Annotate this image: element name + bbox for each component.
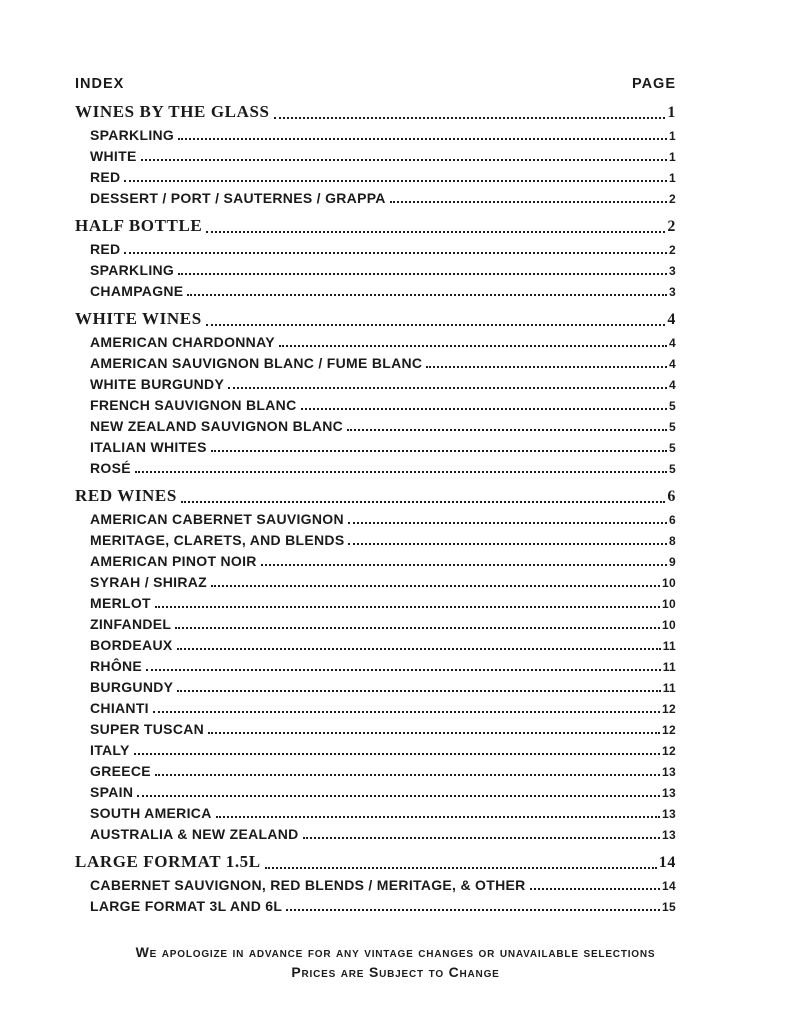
toc-item-page-number: 1 xyxy=(669,150,676,165)
toc-item-page-number: 13 xyxy=(662,786,676,801)
footer-vintage-disclaimer: We apologize in advance for any vintage changes or unavailable selections xyxy=(135,944,656,960)
toc-item-label: MERLOT xyxy=(90,594,151,611)
dotted-leader xyxy=(178,138,667,140)
toc-section xyxy=(75,850,676,914)
toc-item xyxy=(75,164,676,185)
toc-item-page-number: 9 xyxy=(669,555,676,570)
dotted-leader xyxy=(141,159,667,161)
toc-item-page-number: 6 xyxy=(669,513,676,528)
dotted-leader xyxy=(274,117,666,119)
toc-item xyxy=(75,590,676,611)
toc-item-label: ITALY xyxy=(90,741,130,758)
dotted-leader xyxy=(279,345,667,347)
toc-section-title-page-number: 1 xyxy=(667,104,676,122)
dotted-leader xyxy=(137,795,660,797)
dotted-leader xyxy=(153,711,660,713)
dotted-leader xyxy=(216,816,660,818)
toc-section-title-label: WHITE WINES xyxy=(75,309,202,329)
toc-item-page-number: 5 xyxy=(669,420,676,435)
toc-item xyxy=(75,257,676,278)
dotted-leader xyxy=(187,294,667,296)
toc-item xyxy=(75,548,676,569)
toc-section xyxy=(75,100,676,206)
toc-item-page-number: 11 xyxy=(662,681,676,696)
toc-item-page-number: 13 xyxy=(662,807,676,822)
toc-item-label: BORDEAUX xyxy=(90,636,173,653)
toc-item-label: RED xyxy=(90,168,121,185)
toc-item-page-number: 12 xyxy=(662,723,676,738)
dotted-leader xyxy=(228,387,667,389)
toc-item-label: SUPER TUSCAN xyxy=(90,720,205,737)
toc-item-label: DESSERT / PORT / SAUTERNES / GRAPPA xyxy=(90,189,386,206)
dotted-leader xyxy=(301,408,668,410)
toc-section xyxy=(75,214,676,299)
toc-item-label: CHAMPAGNE xyxy=(90,282,184,299)
toc-item xyxy=(75,413,676,434)
toc-item-label: AMERICAN CABERNET SAUVIGNON xyxy=(90,510,344,527)
toc-item xyxy=(75,329,676,350)
toc-item xyxy=(75,527,676,548)
toc-item-page-number: 12 xyxy=(662,702,676,717)
toc-item xyxy=(75,143,676,164)
toc-item-label: AMERICAN SAUVIGNON BLANC / FUME BLANC xyxy=(90,354,423,371)
page-footer xyxy=(0,942,791,982)
toc-item xyxy=(75,632,676,653)
dotted-leader xyxy=(426,366,667,368)
toc-item-label: BURGUNDY xyxy=(90,678,174,695)
toc-item-label: GREECE xyxy=(90,762,151,779)
toc-item xyxy=(75,455,676,476)
toc-item-label: SPAIN xyxy=(90,783,134,800)
toc-item-page-number: 4 xyxy=(669,357,676,372)
dotted-leader xyxy=(286,909,660,911)
toc-item-page-number: 13 xyxy=(662,765,676,780)
dotted-leader xyxy=(347,429,667,431)
toc-item-page-number: 11 xyxy=(662,639,676,654)
toc-item-label: CABERNET SAUVIGNON, RED BLENDS / MERITAGE, & OTHER xyxy=(90,876,526,893)
toc-item xyxy=(75,737,676,758)
toc-item xyxy=(75,611,676,632)
toc-item xyxy=(75,122,676,143)
toc-item-page-number: 12 xyxy=(662,744,676,759)
toc-item-label: WHITE xyxy=(90,147,137,164)
toc-item-label: NEW ZEALAND SAUVIGNON BLANC xyxy=(90,417,344,434)
toc-item-label: RED xyxy=(90,240,121,257)
index-heading: INDEX xyxy=(75,76,125,92)
toc-item-page-number: 4 xyxy=(669,336,676,351)
toc-item xyxy=(75,758,676,779)
toc-item-page-number: 5 xyxy=(669,462,676,477)
toc-item xyxy=(75,506,676,527)
toc-section-title xyxy=(75,307,676,329)
dotted-leader xyxy=(155,774,660,776)
toc-item-page-number: 10 xyxy=(662,618,676,633)
toc-item-page-number: 3 xyxy=(669,285,676,300)
toc-item xyxy=(75,278,676,299)
toc-item xyxy=(75,779,676,800)
toc-item-page-number: 5 xyxy=(669,441,676,456)
toc-item-label: WHITE BURGUNDY xyxy=(90,375,225,392)
toc-item-label: ROSÉ xyxy=(90,459,131,476)
dotted-leader xyxy=(134,753,660,755)
dotted-leader xyxy=(211,585,660,587)
toc-item xyxy=(75,392,676,413)
dotted-leader xyxy=(135,471,667,473)
toc-item xyxy=(75,185,676,206)
toc-header xyxy=(75,76,676,92)
dotted-leader xyxy=(348,522,667,524)
toc-item xyxy=(75,716,676,737)
dotted-leader xyxy=(124,180,667,182)
toc-item-page-number: 11 xyxy=(662,660,676,675)
toc-section-title xyxy=(75,100,676,122)
toc-section-title-page-number: 4 xyxy=(667,311,676,329)
toc-section-title-label: WINES BY THE GLASS xyxy=(75,102,270,122)
toc-item-page-number: 3 xyxy=(669,264,676,279)
toc-item-label: LARGE FORMAT 3L AND 6L xyxy=(90,897,283,914)
dotted-leader xyxy=(303,837,660,839)
toc-item xyxy=(75,434,676,455)
toc-item-page-number: 10 xyxy=(662,576,676,591)
dotted-leader xyxy=(261,564,667,566)
toc-item-label: SYRAH / SHIRAZ xyxy=(90,573,207,590)
toc-item xyxy=(75,893,676,914)
toc-item xyxy=(75,695,676,716)
toc-item-label: MERITAGE, CLARETS, AND BLENDS xyxy=(90,531,345,548)
toc-item-page-number: 2 xyxy=(669,243,676,258)
toc-item-page-number: 10 xyxy=(662,597,676,612)
toc-item-page-number: 1 xyxy=(669,171,676,186)
toc-section-title xyxy=(75,850,676,872)
toc-item-label: AMERICAN CHARDONNAY xyxy=(90,333,275,350)
toc-section xyxy=(75,484,676,842)
toc-item-page-number: 1 xyxy=(669,129,676,144)
toc-item-label: AMERICAN PINOT NOIR xyxy=(90,552,257,569)
dotted-leader xyxy=(181,501,665,503)
dotted-leader xyxy=(211,450,667,452)
dotted-leader xyxy=(124,252,667,254)
dotted-leader xyxy=(155,606,660,608)
toc-item-label: SPARKLING xyxy=(90,126,175,143)
dotted-leader xyxy=(265,867,657,869)
toc-item-page-number: 15 xyxy=(662,900,676,915)
toc-section-title-page-number: 14 xyxy=(658,854,676,872)
toc xyxy=(75,100,676,914)
toc-section-title-label: HALF BOTTLE xyxy=(75,216,203,236)
toc-item-label: FRENCH SAUVIGNON BLANC xyxy=(90,396,297,413)
toc-item xyxy=(75,653,676,674)
dotted-leader xyxy=(146,669,661,671)
toc-item-label: ITALIAN WHITES xyxy=(90,438,207,455)
dotted-leader xyxy=(348,543,667,545)
toc-item xyxy=(75,674,676,695)
toc-item-page-number: 14 xyxy=(662,879,676,894)
toc-item-page-number: 8 xyxy=(669,534,676,549)
toc-section-title-page-number: 2 xyxy=(667,218,676,236)
dotted-leader xyxy=(208,732,660,734)
dotted-leader xyxy=(206,231,665,233)
toc-item-label: AUSTRALIA & NEW ZEALAND xyxy=(90,825,299,842)
toc-item-page-number: 13 xyxy=(662,828,676,843)
page-column-heading: PAGE xyxy=(631,76,676,92)
toc-section-title-label: LARGE FORMAT 1.5L xyxy=(75,852,261,872)
toc-item xyxy=(75,371,676,392)
toc-item-page-number: 4 xyxy=(669,378,676,393)
toc-section-title xyxy=(75,484,676,506)
dotted-leader xyxy=(530,888,661,890)
toc-item-label: CHIANTI xyxy=(90,699,149,716)
toc-item xyxy=(75,236,676,257)
toc-item-label: ZINFANDEL xyxy=(90,615,172,632)
toc-item-page-number: 5 xyxy=(669,399,676,414)
dotted-leader xyxy=(175,627,660,629)
toc-item-page-number: 2 xyxy=(669,192,676,207)
toc-item xyxy=(75,350,676,371)
dotted-leader xyxy=(206,324,666,326)
toc-section-title xyxy=(75,214,676,236)
toc-item xyxy=(75,821,676,842)
toc-item xyxy=(75,872,676,893)
toc-item-label: SOUTH AMERICA xyxy=(90,804,212,821)
footer-prices-note: Prices are Subject to Change xyxy=(291,964,500,980)
dotted-leader xyxy=(390,201,667,203)
dotted-leader xyxy=(177,690,660,692)
toc-item xyxy=(75,569,676,590)
toc-section xyxy=(75,307,676,476)
dotted-leader xyxy=(177,648,661,650)
dotted-leader xyxy=(178,273,667,275)
toc-item-label: SPARKLING xyxy=(90,261,175,278)
toc-section-title-page-number: 6 xyxy=(667,488,676,506)
toc-item-label: RHÔNE xyxy=(90,657,143,674)
toc-section-title-label: RED WINES xyxy=(75,486,177,506)
toc-item xyxy=(75,800,676,821)
